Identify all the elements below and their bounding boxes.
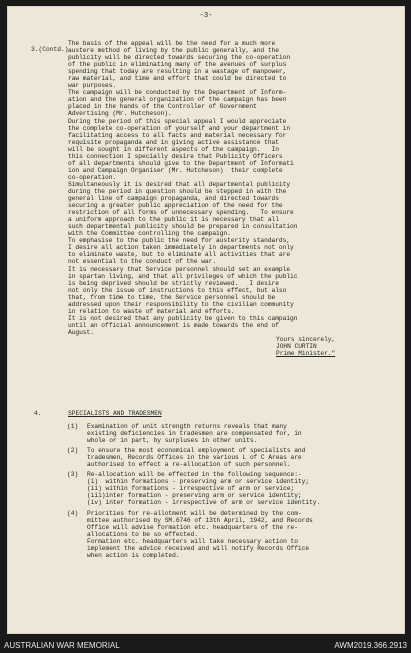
body-line: The campaign will be conducted by the Department of Inform- <box>68 89 287 97</box>
signatory-name: JOHN CURTIN <box>276 343 317 351</box>
body-line: war purposes. <box>68 82 117 90</box>
footer-archive-name: AUSTRALIAN WAR MEMORIAL <box>4 641 120 650</box>
section-3-label: 3.(Contd.) <box>31 46 69 53</box>
item-number: (2) <box>67 447 79 455</box>
body-line: that, from time to time, the Service personnel should be <box>68 293 276 301</box>
item-body <box>87 510 313 559</box>
item-line: (ii) within formations - irrespective of arm or service; <box>87 485 295 493</box>
item-number: (3) <box>67 471 79 479</box>
body-line: of the public in eliminating many of the avenues of surplus <box>68 61 287 69</box>
item-line: Office will advise formation etc. headquarters of the re- <box>87 523 298 531</box>
body-line: not essential to the conduct of the war. <box>68 258 217 266</box>
item-line: allocations to be so effected. <box>87 530 199 538</box>
item-line: Examination of unit strength returns reveals that many <box>87 423 287 430</box>
item-line: when action is completed. <box>87 551 180 559</box>
body-line: ation and the general organization of the campaign has been <box>68 96 287 104</box>
body-line: During the period of this special appeal I would appreciate <box>68 117 287 125</box>
body-line: during the period in question should be stepped in with the <box>68 187 287 195</box>
body-line: publicity will be directed towards securing the co-operation <box>68 54 291 62</box>
body-line: until an official announcement is made towards the end of <box>68 321 279 329</box>
body-line: securing a greater public appreciation of the need for the <box>68 202 283 210</box>
body-line: of all departments should give to the Department of Informati <box>68 159 294 167</box>
body-line: to eliminate waste, but to eliminate all activities that are <box>68 251 291 259</box>
item-line: tradesmen, Records Offices in the various L of C Areas are <box>87 454 302 462</box>
body-line: general line of campaign propaganda, and directed towards <box>68 195 279 203</box>
item-line: Formation etc. headquarters will take necessary action to <box>87 537 298 545</box>
item-line: existing deficiencies in tradesmen are compensated for, in <box>87 430 302 438</box>
item-line: (iii)inter formation - preserving arm or service identity; <box>87 492 302 500</box>
signatory-title: Prime Minister." <box>276 350 336 358</box>
body-line: Advertising (Mr. Hutcheson). <box>68 110 172 118</box>
body-line: restriction of all forms of unnecessary spending. To ensure <box>68 209 294 217</box>
footer-accession-number: AWM2019.366.2913 <box>334 641 407 650</box>
item-line: Re-allocation will be effected in the following sequence:- <box>87 471 302 479</box>
signoff-line: Yours sincerely, <box>276 335 336 343</box>
body-line: in relation to waste of material and efforts. <box>68 307 235 315</box>
body-line: It is not desired that any publicity be given to this campaign <box>68 314 298 322</box>
body-line: austere method of living by the public generally, and the <box>68 47 279 55</box>
body-line: Simultaneously it is desired that all departmental publicity <box>68 180 291 188</box>
item-line: (iv) inter formation - irrespective of arm or service identity. <box>87 499 321 507</box>
item-line: authorised to effect a re-allocation of such personnel. <box>87 461 291 469</box>
item-line: mittee authorised by SM.6746 of 13th April, 1942, and Records <box>87 516 313 524</box>
body-line: not only the issue of instructions to this effect, but also <box>68 286 287 294</box>
item-line: Priorities for re-allotment will be determined by the com- <box>87 509 302 517</box>
body-line: raw material, and time and effort that could be directed to <box>68 75 287 83</box>
body-line: facilitating access to all facts and material necessary for <box>68 131 287 139</box>
body-line: I desire all action taken immediately in departments not only <box>68 244 294 252</box>
body-line: such departmental publicity should be prepared in consultation <box>68 223 298 231</box>
archive-footer <box>0 638 411 653</box>
body-line: co-operation. <box>68 173 117 181</box>
body-line: spending that today are resulting in a wastage of manpower, <box>68 68 287 76</box>
item-line: implement the advice received and will notify Records Office <box>87 544 310 552</box>
document-page <box>7 6 405 634</box>
body-line: August. <box>68 328 94 336</box>
body-line: To emphasise to the public the need for austerity standards, <box>68 237 291 245</box>
body-line: ion and Campaign Organiser (Mr. Hutcheson) their complete <box>68 166 283 174</box>
body-line: the complete co-operation of yourself and your department in <box>68 124 291 132</box>
item-body <box>87 471 320 506</box>
item-body <box>87 447 305 468</box>
body-line: will be sought in different aspects of the campaign. In <box>68 145 279 153</box>
item-line: To ensure the most economical employment of specialists and <box>87 447 306 455</box>
body-line: requisite propaganda and in giving active assistance that <box>68 138 279 146</box>
section-4-heading: SPECIALISTS AND TRADESMEN <box>68 410 162 417</box>
body-line: It is necessary that Service personnel should set an example <box>68 265 291 273</box>
body-line: with the Committee controlling the campaign. <box>68 230 231 238</box>
section-3-body <box>68 40 335 357</box>
body-line: The basis of the appeal will be the need for a much more <box>68 40 276 47</box>
body-line: addressed upon their responsibility to the civilian community <box>68 300 294 308</box>
item-number: (4) <box>67 509 79 517</box>
body-line: a uniform approach to the public it is necessary that all <box>68 216 279 224</box>
body-line: this connection I specially desire that Publicity Officers <box>68 152 283 160</box>
body-line: is being deprived should be strictly reviewed. I desire <box>68 279 279 287</box>
page-number: -3- <box>199 12 213 20</box>
section-4-number: 4. <box>34 410 42 417</box>
body-line: placed in the hands of the Controller of Government <box>68 103 257 111</box>
body-line: in spartan living, and that all privileges of which the public <box>68 272 298 280</box>
item-line: (i) within formations - preserving arm or service identity; <box>87 478 310 486</box>
item-body <box>87 423 302 444</box>
item-line: whole or in part, by surpluses in other units. <box>87 437 258 445</box>
item-number: (1) <box>67 423 79 430</box>
